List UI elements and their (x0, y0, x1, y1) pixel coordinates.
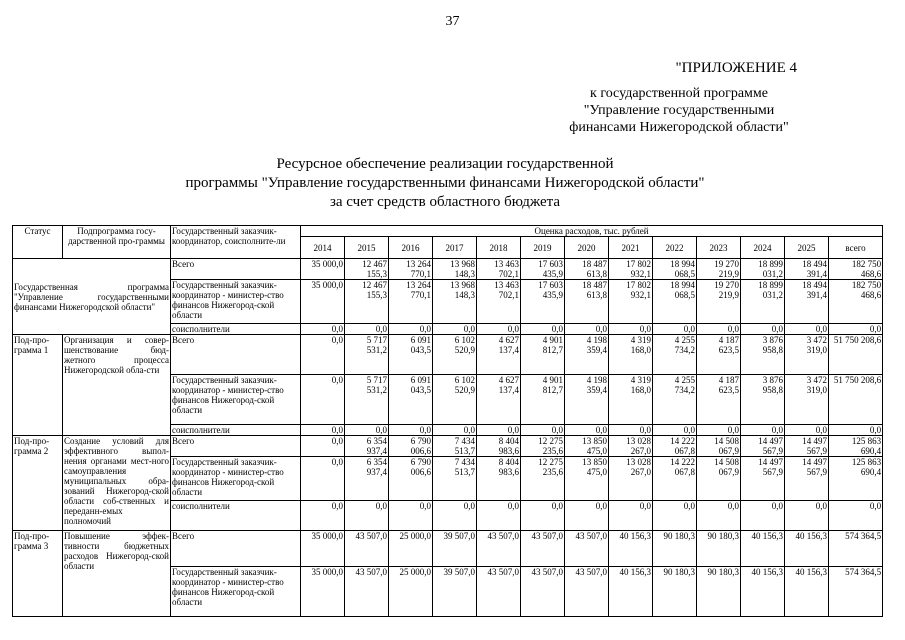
header-subprogram: Подпрограмма госу-дарственной про-граммы (63, 226, 171, 259)
year-header: 2022 (653, 237, 697, 259)
value-cell: 12 275 235,6 (521, 457, 565, 501)
value-cell: 13 463 702,1 (477, 280, 521, 324)
value-cell: 13 028 267,0 (609, 436, 653, 457)
value-cell: 43 507,0 (565, 531, 609, 567)
value-cell: 17 802 932,1 (609, 280, 653, 324)
value-cell: 0,0 (345, 501, 389, 531)
value-cell: 0,0 (609, 324, 653, 335)
value-cell: 4 255 734,2 (653, 375, 697, 425)
value-cell: 0,0 (565, 425, 609, 436)
value-cell: 6 354 937,4 (345, 436, 389, 457)
subtitle-line: "Управление государственными (583, 103, 775, 118)
value-cell: 0,0 (653, 425, 697, 436)
value-cell: 35 000,0 (301, 567, 345, 617)
value-cell: 25 000,0 (389, 531, 433, 567)
value-cell: 8 404 983,6 (477, 457, 521, 501)
value-cell: 17 603 435,9 (521, 280, 565, 324)
value-cell: 0,0 (697, 501, 741, 531)
value-cell: 14 497 567,9 (741, 457, 785, 501)
value-cell: 40 156,3 (741, 567, 785, 617)
value-cell: 5 717 531,2 (345, 375, 389, 425)
value-cell: 6 102 520,9 (433, 375, 477, 425)
value-cell: 13 264 770,1 (389, 259, 433, 280)
value-cell: 4 319 168,0 (609, 375, 653, 425)
value-cell: 13 968 148,3 (433, 259, 477, 280)
value-cell: 6 091 043,5 (389, 375, 433, 425)
value-cell: 39 507,0 (433, 567, 477, 617)
value-cell: 43 507,0 (521, 531, 565, 567)
value-cell: 14 508 067,9 (697, 436, 741, 457)
table-row (13, 259, 883, 280)
value-cell: 43 507,0 (345, 567, 389, 617)
header-estimate: Оценка расходов, тыс. рублей (301, 226, 883, 237)
value-cell: 125 863 690,4 (829, 457, 883, 501)
value-cell: 574 364,5 (829, 567, 883, 617)
value-cell: 0,0 (477, 501, 521, 531)
value-cell: 182 750 468,6 (829, 280, 883, 324)
year-header: 2014 (301, 237, 345, 259)
value-cell: 125 863 690,4 (829, 436, 883, 457)
value-cell: 0,0 (785, 501, 829, 531)
value-cell: 0,0 (609, 425, 653, 436)
value-cell: 13 463 702,1 (477, 259, 521, 280)
value-cell: 17 802 932,1 (609, 259, 653, 280)
value-cell: 14 497 567,9 (785, 457, 829, 501)
value-cell: 8 404 983,6 (477, 436, 521, 457)
value-cell: 4 901 812,7 (521, 335, 565, 375)
header-status: Статус (13, 226, 63, 259)
row-subprogram: Повышение эффек-тивности бюджетных расходов Нижегород-ской области (63, 531, 171, 617)
value-cell: 51 750 208,6 (829, 335, 883, 375)
value-cell: 0,0 (301, 324, 345, 335)
year-header: 2020 (565, 237, 609, 259)
header-customer: Государственный заказчик-координатор, соисполните-ли (171, 226, 301, 259)
value-cell: 90 180,3 (697, 567, 741, 617)
year-header: 2015 (345, 237, 389, 259)
value-cell: 19 270 219,9 (697, 280, 741, 324)
value-cell: 43 507,0 (477, 567, 521, 617)
row-label: Государственный заказчик-координатор - министер-ство финансов Нижегород-ской области (171, 280, 301, 324)
value-cell: 90 180,3 (653, 531, 697, 567)
value-cell: 4 627 137,4 (477, 375, 521, 425)
value-cell: 4 901 812,7 (521, 375, 565, 425)
value-cell: 90 180,3 (653, 567, 697, 617)
title-line: программы "Управление государственными финансами Нижегородской области" (185, 175, 705, 191)
value-cell: 6 790 006,6 (389, 457, 433, 501)
value-cell: 13 264 770,1 (389, 280, 433, 324)
value-cell: 13 028 267,0 (609, 457, 653, 501)
value-cell: 0,0 (785, 425, 829, 436)
value-cell: 39 507,0 (433, 531, 477, 567)
value-cell: 0,0 (389, 501, 433, 531)
value-cell: 40 156,3 (785, 567, 829, 617)
value-cell: 13 968 148,3 (433, 280, 477, 324)
table-row (13, 436, 883, 457)
value-cell: 0,0 (741, 425, 785, 436)
title-line: за счет средств областного бюджета (329, 194, 561, 210)
value-cell: 0,0 (609, 501, 653, 531)
value-cell: 0,0 (565, 324, 609, 335)
value-cell: 43 507,0 (345, 531, 389, 567)
value-cell: 35 000,0 (301, 280, 345, 324)
value-cell: 0,0 (829, 324, 883, 335)
row-status: Под-про-грамма 1 (13, 335, 63, 436)
value-cell: 0,0 (521, 425, 565, 436)
value-cell: 18 494 391,4 (785, 280, 829, 324)
value-cell: 4 627 137,4 (477, 335, 521, 375)
value-cell: 12 275 235,6 (521, 436, 565, 457)
year-header: 2018 (477, 237, 521, 259)
value-cell: 14 497 567,9 (741, 436, 785, 457)
year-header: 2017 (433, 237, 477, 259)
table-row (13, 531, 883, 567)
value-cell: 0,0 (301, 335, 345, 375)
value-cell: 43 507,0 (477, 531, 521, 567)
value-cell: 35 000,0 (301, 531, 345, 567)
value-cell: 14 497 567,9 (785, 436, 829, 457)
value-cell: 4 255 734,2 (653, 335, 697, 375)
value-cell: 0,0 (829, 425, 883, 436)
value-cell: 3 472 319,0 (785, 335, 829, 375)
value-cell: 13 850 475,0 (565, 436, 609, 457)
value-cell: 0,0 (301, 375, 345, 425)
value-cell: 40 156,3 (609, 567, 653, 617)
value-cell: 18 487 613,8 (565, 280, 609, 324)
row-label: Государственный заказчик-координатор - министер-ство финансов Нижегород-ской области (171, 567, 301, 617)
value-cell: 0,0 (301, 425, 345, 436)
value-cell: 17 603 435,9 (521, 259, 565, 280)
row-label: соисполнители (171, 425, 301, 436)
year-header: 2023 (697, 237, 741, 259)
value-cell: 90 180,3 (697, 531, 741, 567)
value-cell: 18 899 031,2 (741, 280, 785, 324)
appendix-subtitle (519, 85, 839, 136)
value-cell: 12 467 155,3 (345, 280, 389, 324)
value-cell: 0,0 (389, 324, 433, 335)
value-cell: 0,0 (433, 425, 477, 436)
value-cell: 25 000,0 (389, 567, 433, 617)
value-cell: 14 222 067,8 (653, 436, 697, 457)
value-cell: 0,0 (785, 324, 829, 335)
value-cell: 18 994 068,5 (653, 259, 697, 280)
value-cell: 40 156,3 (785, 531, 829, 567)
value-cell: 4 319 168,0 (609, 335, 653, 375)
year-header: 2019 (521, 237, 565, 259)
row-status: Под-про-грамма 3 (13, 531, 63, 617)
value-cell: 0,0 (301, 501, 345, 531)
appendix-title: "ПРИЛОЖЕНИЕ 4 (675, 60, 797, 76)
value-cell: 5 717 531,2 (345, 335, 389, 375)
value-cell: 0,0 (829, 501, 883, 531)
value-cell: 0,0 (653, 324, 697, 335)
value-cell: 4 187 623,5 (697, 375, 741, 425)
value-cell: 0,0 (521, 501, 565, 531)
row-label: Всего (171, 335, 301, 375)
value-cell: 18 899 031,2 (741, 259, 785, 280)
value-cell: 0,0 (345, 425, 389, 436)
year-header: 2024 (741, 237, 785, 259)
value-cell: 51 750 208,6 (829, 375, 883, 425)
value-cell: 18 994 068,5 (653, 280, 697, 324)
value-cell: 6 102 520,9 (433, 335, 477, 375)
value-cell: 43 507,0 (565, 567, 609, 617)
value-cell: 3 876 958,8 (741, 335, 785, 375)
value-cell: 43 507,0 (521, 567, 565, 617)
row-label: Всего (171, 436, 301, 457)
value-cell: 18 494 391,4 (785, 259, 829, 280)
value-cell: 3 472 319,0 (785, 375, 829, 425)
value-cell: 13 850 475,0 (565, 457, 609, 501)
row-status: Государственная программа "Управление государственными финансами Нижегородской области" (13, 259, 171, 335)
row-subprogram: Организация и совер-шенствование бюд-жетного процесса Нижегородской обла-сти (63, 335, 171, 436)
row-label: Всего (171, 259, 301, 280)
value-cell: 0,0 (301, 436, 345, 457)
value-cell: 14 222 067,8 (653, 457, 697, 501)
value-cell: 6 354 937,4 (345, 457, 389, 501)
value-cell: 19 270 219,9 (697, 259, 741, 280)
row-label: соисполнители (171, 501, 301, 531)
value-cell: 0,0 (477, 425, 521, 436)
value-cell: 0,0 (345, 324, 389, 335)
row-status: Под-про-грамма 2 (13, 436, 63, 531)
value-cell: 40 156,3 (741, 531, 785, 567)
page-number: 37 (445, 14, 460, 29)
value-cell: 6 790 006,6 (389, 436, 433, 457)
row-subprogram: Создание условий для эффективного выпол-нения органами мест-ного самоуправления муниципальных обра-зований Нижегород-ской области соб-ственных и переданн-емых полномочий (63, 436, 171, 531)
row-label: соисполнители (171, 324, 301, 335)
value-cell: 0,0 (433, 501, 477, 531)
value-cell: 0,0 (741, 324, 785, 335)
row-label: Всего (171, 531, 301, 567)
value-cell: 40 156,3 (609, 531, 653, 567)
value-cell: 0,0 (301, 457, 345, 501)
value-cell: 0,0 (565, 501, 609, 531)
table-row (13, 335, 883, 375)
document-title (130, 155, 760, 212)
value-cell: 0,0 (741, 501, 785, 531)
row-label: Государственный заказчик-координатор - министер-ство финансов Нижегород-ской области (171, 375, 301, 425)
value-cell: 0,0 (477, 324, 521, 335)
value-cell: 4 187 623,5 (697, 335, 741, 375)
value-cell: 14 508 067,9 (697, 457, 741, 501)
year-header: 2016 (389, 237, 433, 259)
value-cell: 6 091 043,5 (389, 335, 433, 375)
resource-table (12, 225, 883, 617)
value-cell: 4 198 359,4 (565, 335, 609, 375)
year-header: всего (829, 237, 883, 259)
title-line: Ресурсное обеспечение реализации государственной (276, 156, 614, 172)
value-cell: 0,0 (521, 324, 565, 335)
subtitle-line: к государственной программе (590, 86, 768, 101)
subtitle-line: финансами Нижегородской области" (569, 120, 789, 135)
row-label: Государственный заказчик-координатор - министер-ство финансов Нижегород-ской области (171, 457, 301, 501)
value-cell: 0,0 (697, 324, 741, 335)
value-cell: 35 000,0 (301, 259, 345, 280)
value-cell: 0,0 (697, 425, 741, 436)
value-cell: 4 198 359,4 (565, 375, 609, 425)
value-cell: 18 487 613,8 (565, 259, 609, 280)
value-cell: 7 434 513,7 (433, 457, 477, 501)
value-cell: 12 467 155,3 (345, 259, 389, 280)
year-header: 2025 (785, 237, 829, 259)
value-cell: 3 876 958,8 (741, 375, 785, 425)
value-cell: 0,0 (653, 501, 697, 531)
value-cell: 574 364,5 (829, 531, 883, 567)
value-cell: 7 434 513,7 (433, 436, 477, 457)
year-header: 2021 (609, 237, 653, 259)
value-cell: 0,0 (389, 425, 433, 436)
value-cell: 0,0 (433, 324, 477, 335)
value-cell: 182 750 468,6 (829, 259, 883, 280)
